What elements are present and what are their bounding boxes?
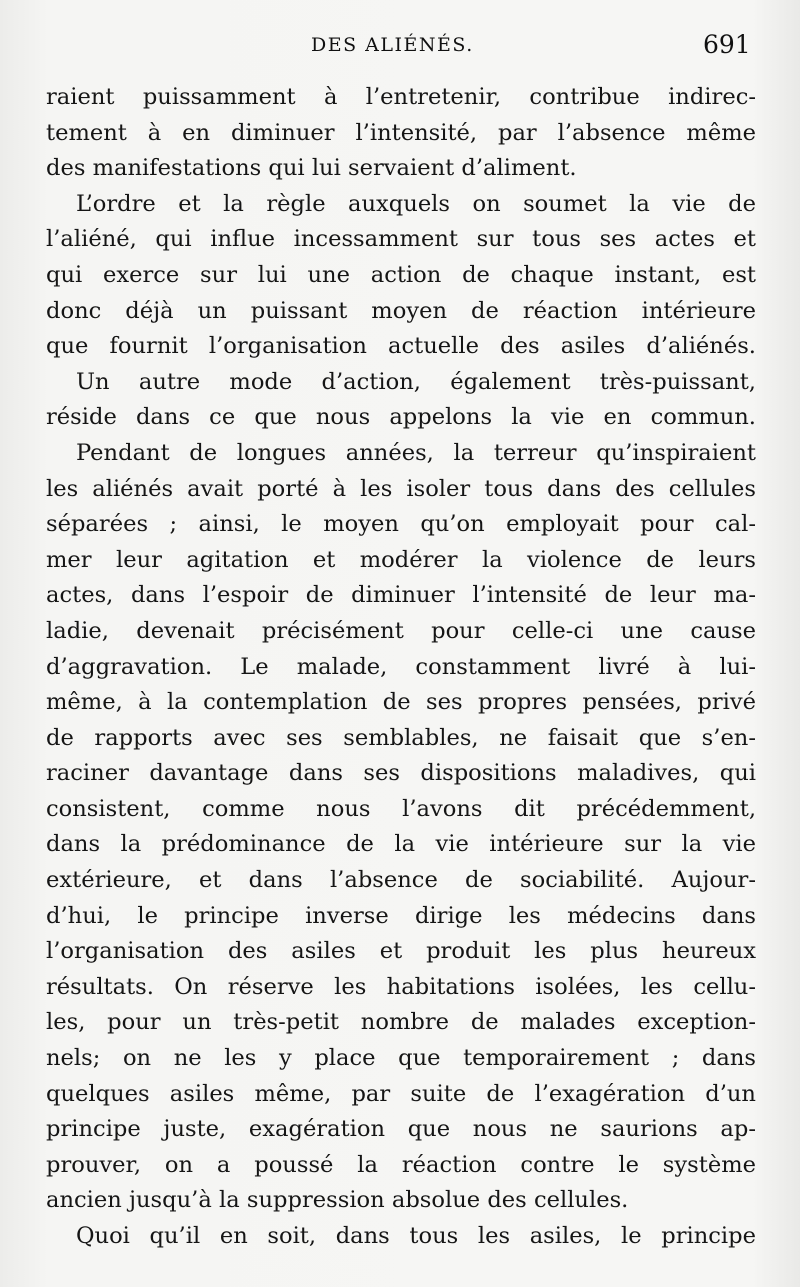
text-line: Un autre mode d’action, également très-puissant,: [76, 368, 756, 395]
text-line: ancien jusqu’à la suppression absolue des cellules.: [46, 1187, 629, 1214]
text-line: Quoi qu’il en soit, dans tous les asiles, le principe: [76, 1223, 756, 1249]
text-line: extérieure, et dans l’absence de sociabilité. Aujour-: [46, 867, 756, 894]
text-line: prouver, on a poussé la réaction contre le système: [46, 1151, 756, 1178]
text-line: dans la prédominance de la vie intérieure sur la vie: [46, 831, 756, 858]
text-line: raciner davantage dans ses dispositions maladives, qui: [46, 760, 756, 787]
text-line: nels; on ne les y place que temporairement ; dans: [46, 1045, 756, 1072]
running-header: [0, 30, 800, 64]
text-line: donc déjà un puissant moyen de réaction intérieure: [46, 297, 756, 324]
text-line: les, pour un très-petit nombre de malades exception-: [46, 1009, 756, 1036]
text-line: Pendant de longues années, la terreur qu’inspiraient: [76, 439, 756, 466]
running-title: DES ALIÉNÉS.: [311, 34, 474, 56]
text-line: L’ordre et la règle auxquels on soumet la vie de: [76, 190, 756, 217]
text-line: réside dans ce que nous appelons la vie en commun.: [46, 404, 756, 431]
text-line: l’organisation des asiles et produit les plus heureux: [46, 938, 756, 965]
body-text: [46, 80, 756, 1255]
text-line: consistent, comme nous l’avons dit précédemment,: [46, 795, 756, 822]
text-line: que fournit l’organisation actuelle des asiles d’aliénés.: [46, 333, 756, 360]
text-line: principe juste, exagération que nous ne saurions ap-: [46, 1116, 756, 1143]
text-line: qui exerce sur lui une action de chaque instant, est: [46, 261, 756, 288]
text-line: d’aggravation. Le malade, constamment livré à lui-: [46, 653, 756, 680]
text-line: tement à en diminuer l’intensité, par l’absence même: [46, 119, 756, 146]
text-line: raient puissamment à l’entretenir, contribue indirec-: [46, 84, 756, 110]
text-line: mer leur agitation et modérer la violence de leurs: [46, 546, 756, 573]
text-line: quelques asiles même, par suite de l’exagération d’un: [46, 1080, 756, 1107]
text-line: les aliénés avait porté à les isoler tous dans des cellules: [46, 475, 756, 502]
page-number: 691: [703, 30, 751, 59]
text-line: de rapports avec ses semblables, ne faisait que s’en-: [46, 724, 756, 751]
text-line: l’aliéné, qui influe incessamment sur tous ses actes et: [46, 226, 756, 253]
text-line: des manifestations qui lui servaient d’aliment.: [46, 155, 577, 182]
text-line: résultats. On réserve les habitations isolées, les cellu-: [46, 973, 756, 1000]
text-line: actes, dans l’espoir de diminuer l’intensité de leur ma-: [46, 582, 756, 609]
text-line: séparées ; ainsi, le moyen qu’on employait pour cal-: [46, 511, 756, 538]
text-line: ladie, devenait précisément pour celle-ci une cause: [46, 617, 756, 644]
text-line: même, à la contemplation de ses propres pensées, privé: [46, 689, 756, 716]
text-line: d’hui, le principe inverse dirige les médecins dans: [46, 902, 756, 929]
